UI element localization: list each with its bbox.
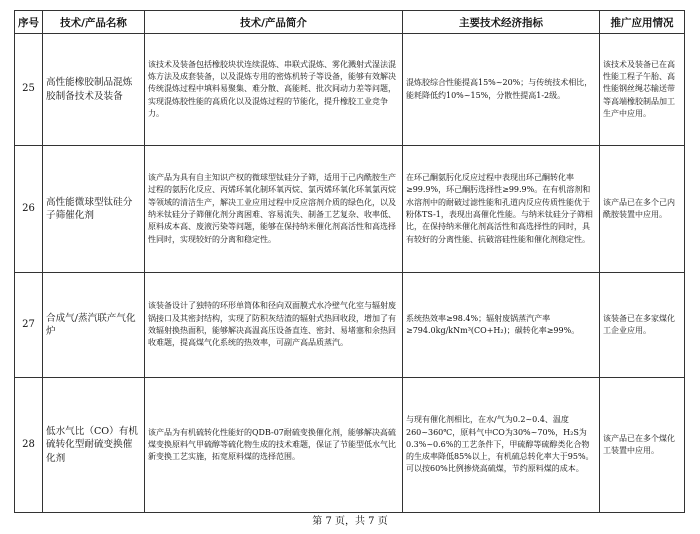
technical-indicators — [403, 378, 600, 513]
indicator-text: 混炼胶综合性能提高15%~20%；与传统技术相比，能耗降低约10%~15%，分散性提高1-2级。 — [406, 78, 593, 100]
product-name: 低水气比（CO）有机硫转化型耐硫变换催化剂 — [43, 378, 145, 513]
product-intro: 该装备设计了独特的环形单筒体和径向双面膜式水冷壁气化室与辐射废锅接口及其密封结构，实现了防积灰结渣的辐射式热回收段，增加了有效辐射换热面积，能够解决高温高压设备直连、密封、易堵塞和余热回收难题，提高煤气化系统的热效率，可副产高品质蒸汽。 — [145, 273, 403, 378]
header-intro: 技术/产品简介 — [145, 11, 403, 34]
product-name: 合成气/蒸汽联产气化炉 — [43, 273, 145, 378]
header-no: 序号 — [15, 11, 43, 34]
application-status: 该技术及装备已在高性能工程子午胎、高性能钢丝绳芯输送带等高端橡胶制品加工生产中应用。 — [600, 34, 685, 146]
product-intro: 该产品为有机硫转化性能好的QDB-07耐硫变换催化剂，能够解决高硫煤变换原料气甲硫醇等硫化物生成的技术难题，保证了节能型低水气比新变换工艺实施，拓宽原料煤的选择范围。 — [145, 378, 403, 513]
product-name: 高性能橡胶制品混炼胶制备技术及装备 — [43, 34, 145, 146]
indicator-text: 与现有催化剂相比，在水/气为0.2~0.4、温度260~360℃，原料气中CO为30%~70%，H₂S为0.3%~0.6%的工艺条件下，甲硫醇等硫醇类化合物的生成率降低85%以上，有机硫总转化率大于95%。可以按60%比例掺烧高硫煤，节约原料煤的成本。 — [406, 415, 594, 474]
row-number: 28 — [15, 378, 43, 513]
table-row — [15, 378, 685, 513]
row-number: 26 — [15, 146, 43, 273]
application-status: 该产品已在多个己内酰胺装置中应用。 — [600, 146, 685, 273]
indicator-text: 在环己酮氨肟化反应过程中表现出环己酮转化率≥99.9%，环己酮肟选择性≥99.9%。在有机溶剂和水溶剂中的耐破过滤性能和孔道内反应传质性能优于粉体TS-1，表现出高催化性能。与纳米钛硅分子筛相比，在保持纳米催化剂高活性和高选择性的同时，具有较好的分离性能、抗破溶硅性能和催化剂稳定性。 — [406, 173, 593, 244]
header-name: 技术/产品名称 — [43, 11, 145, 34]
row-number: 25 — [15, 34, 43, 146]
product-intro: 该产品为具有自主知识产权的微球型钛硅分子筛，适用于己内酰胺生产过程的氨肟化反应、丙烯环氧化制环氧丙烷、氯丙烯环氧化环氧氯丙烷等领域的清洁生产，解决工业应用过程中反应溶剂介质的绿色化，以及纳米钛硅分子筛催化剂分离困难、容易流失、制备工艺复杂、收率低、原料成本高、废液污染等问题，能够在保持纳米催化剂高活性和高选择性同时，实现较好的分离和稳定性。 — [145, 146, 403, 273]
product-intro: 该技术及装备包括橡胶块状连续混炼、串联式混炼、雾化溅射式湿法混炼方法及成套装备，以及混炼专用的密炼机转子等设备，能够有效解决传统混炼过程中填料易聚集、难分散、高能耗、批次间动力差等问题，实现混炼胶性能的高质化以及混炼过程的节能化，提升橡胶工业竞争力。 — [145, 34, 403, 146]
header-application: 推广应用情况 — [600, 11, 685, 34]
header-indicators: 主要技术经济指标 — [403, 11, 600, 34]
application-status: 该产品已在多个煤化工装置中应用。 — [600, 378, 685, 513]
indicator-text: 系统热效率≥98.4%；辐射废锅蒸汽产率≥794.0kg/kNm³(CO+H₂)；碳转化率≥99%。 — [406, 313, 580, 335]
product-name: 高性能微球型钛硅分子筛催化剂 — [43, 146, 145, 273]
table-row — [15, 146, 685, 273]
table-header-row — [15, 11, 685, 34]
table-row — [15, 34, 685, 146]
technical-indicators — [403, 273, 600, 378]
table-row — [15, 273, 685, 378]
page-footer: 第 7 页，共 7 页 — [312, 516, 388, 527]
application-status: 该装备已在多家煤化工企业应用。 — [600, 273, 685, 378]
technology-table — [14, 10, 685, 513]
technical-indicators — [403, 146, 600, 273]
row-number: 27 — [15, 273, 43, 378]
technical-indicators — [403, 34, 600, 146]
